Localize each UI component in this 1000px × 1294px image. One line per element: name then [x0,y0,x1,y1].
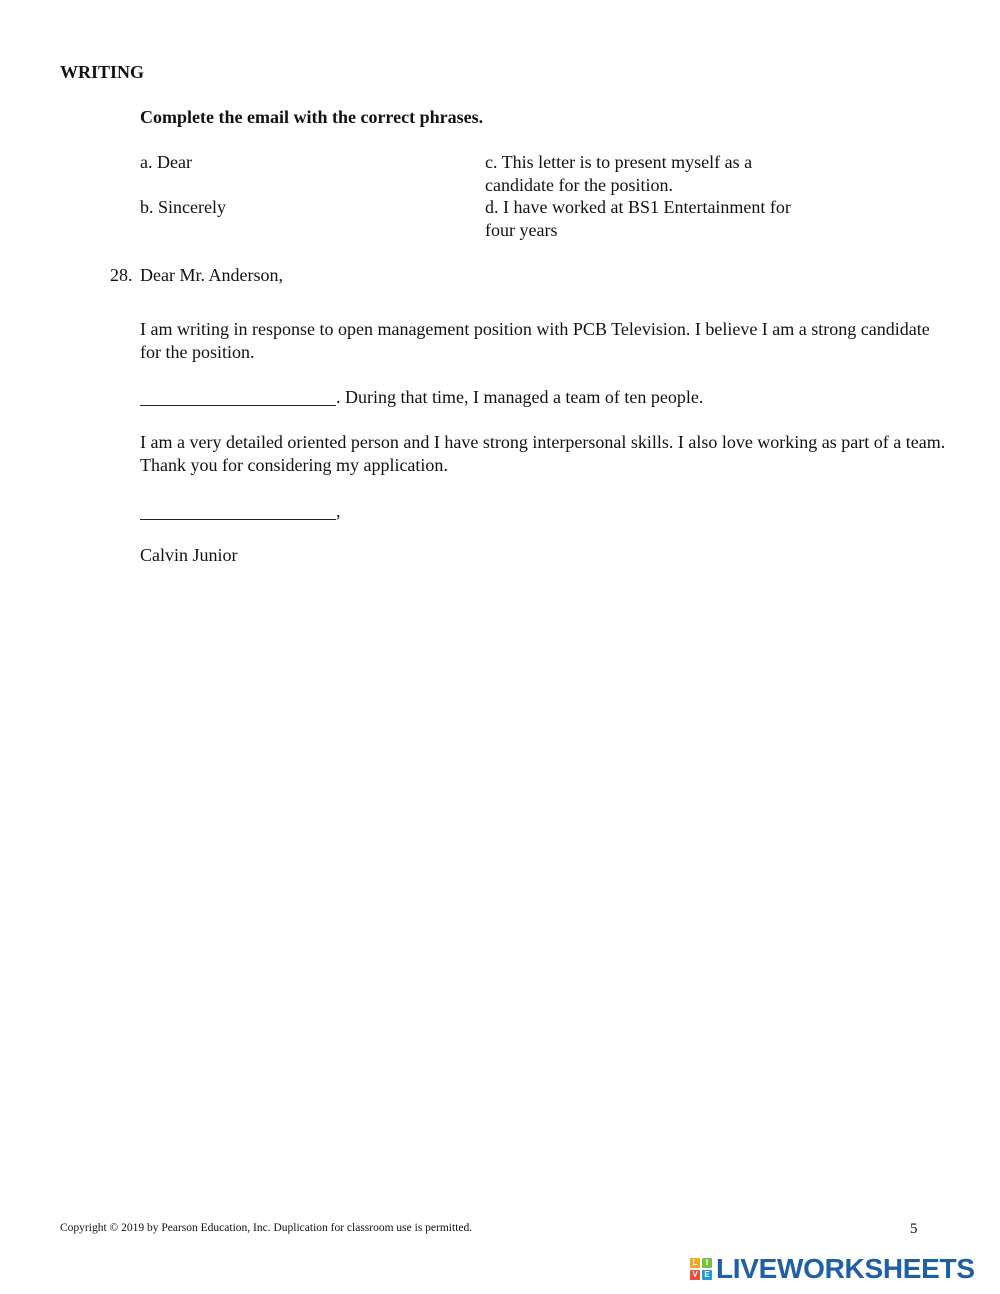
option-a: a. Dear [140,152,192,172]
email-closing [140,500,950,523]
option-d: d. I have worked at BS1 Entertainment for four years [485,197,791,240]
instruction-text: Complete the email with the correct phrases. [140,107,484,127]
option-c: c. This letter is to present myself as a candidate for the position. [485,152,753,195]
logo-letter-i: I [702,1258,712,1268]
paragraph-2-text: . During that time, I managed a team of ten people. [336,387,704,407]
logo-letter-l: L [690,1258,700,1268]
email-paragraph-3: I am a very detailed oriented person and I have strong interpersonal skills. I also love working as part of a team. Thank you for considering my application. [140,432,946,475]
liveworksheets-wordmark: LIVEWORKSHEETS [716,1253,975,1284]
closing-comma: , [336,501,341,521]
liveworksheets-logo-icon [690,1258,712,1280]
question-number: 28. [110,265,133,285]
email-signature: Calvin Junior [140,545,238,565]
footer-copyright: Copyright © 2019 by Pearson Education, Inc. Duplication for classroom use is permitted. [60,1222,473,1234]
email-paragraph-1: I am writing in response to open management position with PCB Television. I believe I am a strong candidate for the position. [140,319,930,362]
email-greeting: Dear Mr. Anderson, [140,265,283,285]
liveworksheets-brand[interactable] [690,1252,975,1286]
email-paragraph-2 [140,386,950,409]
answer-blank-2[interactable] [140,501,336,520]
answer-blank-1[interactable] [140,387,336,406]
logo-letter-e: E [702,1270,712,1280]
logo-letter-v: V [690,1270,700,1280]
option-b: b. Sincerely [140,197,226,217]
section-title: WRITING [60,62,145,82]
page-number: 5 [910,1221,918,1237]
